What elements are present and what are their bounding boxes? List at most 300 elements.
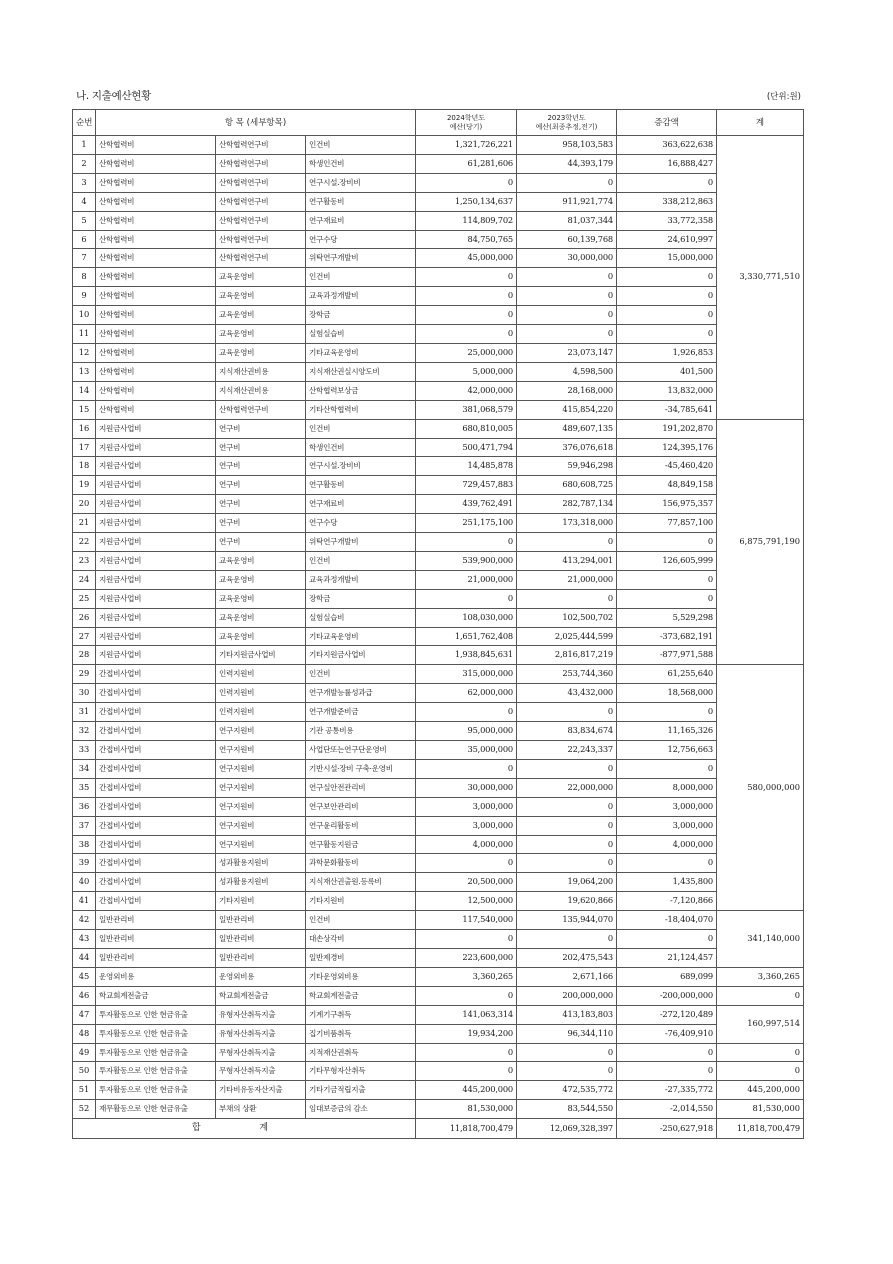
row-category: 운영외비용	[96, 967, 216, 986]
group-total: 6,875,791,190	[717, 419, 804, 665]
row-detail: 위탁연구개발비	[306, 533, 416, 552]
row-diff: -877,971,588	[617, 646, 717, 665]
row-category: 일반관리비	[96, 930, 216, 949]
row-category: 산학협력비	[96, 325, 216, 344]
row-no: 28	[73, 646, 96, 665]
row-diff: -373,682,191	[617, 627, 717, 646]
row-category: 지원금사업비	[96, 419, 216, 438]
row-2024-budget: 0	[416, 533, 517, 552]
table-row	[73, 211, 804, 230]
expenditure-budget-table	[72, 109, 804, 1139]
row-diff: -76,409,910	[617, 1024, 717, 1043]
row-subcategory: 무형자산취득지출	[216, 1043, 306, 1062]
row-no: 15	[73, 400, 96, 419]
row-2023-budget: 376,076,618	[517, 438, 617, 457]
row-detail: 장학금	[306, 589, 416, 608]
row-category: 지원금사업비	[96, 457, 216, 476]
row-category: 산학협력비	[96, 362, 216, 381]
row-subcategory: 연구지원비	[216, 835, 306, 854]
row-subcategory: 운영외비용	[216, 967, 306, 986]
row-category: 간접비사업비	[96, 797, 216, 816]
row-2023-budget: 28,168,000	[517, 381, 617, 400]
row-no: 47	[73, 1005, 96, 1024]
row-no: 5	[73, 211, 96, 230]
row-category: 학교회계전출금	[96, 986, 216, 1005]
row-no: 37	[73, 816, 96, 835]
row-diff: -27,335,772	[617, 1081, 717, 1100]
row-2024-budget: 12,500,000	[416, 892, 517, 911]
row-2023-budget: 253,744,360	[517, 665, 617, 684]
row-2024-budget: 141,063,314	[416, 1005, 517, 1024]
row-subcategory: 인력지원비	[216, 665, 306, 684]
row-subcategory: 연구비	[216, 476, 306, 495]
row-2024-budget: 108,030,000	[416, 608, 517, 627]
table-row	[73, 1005, 804, 1024]
table-row	[73, 419, 804, 438]
row-diff: 24,610,997	[617, 230, 717, 249]
row-2024-budget: 25,000,000	[416, 343, 517, 362]
row-detail: 연구활동비	[306, 192, 416, 211]
row-subcategory: 교육운영비	[216, 627, 306, 646]
row-detail: 지식재산권출원.등록비	[306, 873, 416, 892]
row-diff: 0	[617, 306, 717, 325]
row-2023-budget: 19,064,200	[517, 873, 617, 892]
table-row	[73, 1043, 804, 1062]
row-detail: 연구수당	[306, 230, 416, 249]
row-diff: -2,014,550	[617, 1100, 717, 1119]
group-total: 580,000,000	[717, 665, 804, 911]
row-2024-budget: 4,000,000	[416, 835, 517, 854]
table-row	[73, 343, 804, 362]
row-category: 투자활동으로 인한 현금유출	[96, 1005, 216, 1024]
row-category: 지원금사업비	[96, 476, 216, 495]
row-detail: 연구시설.장비비	[306, 173, 416, 192]
row-detail: 연구재료비	[306, 211, 416, 230]
row-2023-budget: 23,073,147	[517, 343, 617, 362]
row-2024-budget: 19,934,200	[416, 1024, 517, 1043]
row-2024-budget: 1,938,845,631	[416, 646, 517, 665]
table-row	[73, 759, 804, 778]
row-2024-budget: 3,000,000	[416, 797, 517, 816]
row-2023-budget: 0	[517, 797, 617, 816]
row-category: 지원금사업비	[96, 570, 216, 589]
row-2023-budget: 0	[517, 325, 617, 344]
row-detail: 대손상각비	[306, 930, 416, 949]
header-diff: 증감액	[617, 110, 717, 136]
row-subcategory: 인력지원비	[216, 684, 306, 703]
group-total: 0	[717, 1062, 804, 1081]
row-diff: 0	[617, 268, 717, 287]
row-diff: 21,124,457	[617, 948, 717, 967]
table-row	[73, 495, 804, 514]
row-subcategory: 산학협력연구비	[216, 249, 306, 268]
row-detail: 교육과정개발비	[306, 570, 416, 589]
table-row	[73, 703, 804, 722]
row-2023-budget: 0	[517, 1043, 617, 1062]
row-subcategory: 연구지원비	[216, 722, 306, 741]
table-row	[73, 741, 804, 760]
row-category: 산학협력비	[96, 192, 216, 211]
row-category: 투자활동으로 인한 현금유출	[96, 1062, 216, 1081]
row-2024-budget: 1,651,762,408	[416, 627, 517, 646]
row-detail: 기반시설·장비 구축·운영비	[306, 759, 416, 778]
row-no: 31	[73, 703, 96, 722]
row-subcategory: 일반관리비	[216, 930, 306, 949]
row-detail: 기계기구취득	[306, 1005, 416, 1024]
row-diff: 1,435,800	[617, 873, 717, 892]
row-subcategory: 산학협력연구비	[216, 173, 306, 192]
row-subcategory: 지식재산권비용	[216, 381, 306, 400]
row-category: 간접비사업비	[96, 854, 216, 873]
table-row	[73, 533, 804, 552]
row-diff: -200,000,000	[617, 986, 717, 1005]
row-subcategory: 유형자산취득지출	[216, 1005, 306, 1024]
row-no: 6	[73, 230, 96, 249]
row-subcategory: 연구비	[216, 419, 306, 438]
row-subcategory: 인력지원비	[216, 703, 306, 722]
row-subcategory: 교육운영비	[216, 287, 306, 306]
row-category: 산학협력비	[96, 381, 216, 400]
table-row	[73, 1100, 804, 1119]
row-no: 16	[73, 419, 96, 438]
row-category: 투자활동으로 인한 현금유출	[96, 1043, 216, 1062]
sum-diff: -250,627,918	[617, 1119, 717, 1139]
row-2023-budget: 413,183,803	[517, 1005, 617, 1024]
row-diff: 18,568,000	[617, 684, 717, 703]
table-row	[73, 400, 804, 419]
row-detail: 인건비	[306, 268, 416, 287]
row-diff: -45,460,420	[617, 457, 717, 476]
row-category: 투자활동으로 인한 현금유출	[96, 1024, 216, 1043]
row-no: 44	[73, 948, 96, 967]
row-subcategory: 연구비	[216, 514, 306, 533]
row-detail: 교육과정개발비	[306, 287, 416, 306]
row-2023-budget: 81,037,344	[517, 211, 617, 230]
row-category: 간접비사업비	[96, 759, 216, 778]
table-row	[73, 1024, 804, 1043]
row-no: 34	[73, 759, 96, 778]
row-diff: 0	[617, 1062, 717, 1081]
row-2023-budget: 0	[517, 173, 617, 192]
row-subcategory: 연구비	[216, 457, 306, 476]
row-2024-budget: 0	[416, 1062, 517, 1081]
row-subcategory: 연구비	[216, 495, 306, 514]
row-2024-budget: 0	[416, 173, 517, 192]
table-row	[73, 476, 804, 495]
sum-2024: 11,818,700,479	[416, 1119, 517, 1139]
row-2023-budget: 2,025,444,599	[517, 627, 617, 646]
row-2023-budget: 0	[517, 306, 617, 325]
row-detail: 기타기금적립지출	[306, 1081, 416, 1100]
row-category: 간접비사업비	[96, 816, 216, 835]
row-no: 32	[73, 722, 96, 741]
table-row	[73, 892, 804, 911]
row-detail: 학교회계전출금	[306, 986, 416, 1005]
row-category: 일반관리비	[96, 948, 216, 967]
row-2023-budget: 22,000,000	[517, 778, 617, 797]
row-no: 7	[73, 249, 96, 268]
table-row	[73, 249, 804, 268]
group-total: 0	[717, 986, 804, 1005]
row-category: 산학협력비	[96, 211, 216, 230]
row-detail: 지식재산권실시양도비	[306, 362, 416, 381]
row-subcategory: 학교회계전출금	[216, 986, 306, 1005]
row-detail: 연구활동지원금	[306, 835, 416, 854]
row-category: 간접비사업비	[96, 778, 216, 797]
row-2024-budget: 729,457,883	[416, 476, 517, 495]
header-row	[73, 110, 804, 136]
row-diff: 3,000,000	[617, 797, 717, 816]
row-2024-budget: 0	[416, 986, 517, 1005]
header-2023: 2023학년도 예산(최종추정,전기)	[517, 110, 617, 136]
row-subcategory: 연구지원비	[216, 816, 306, 835]
row-2023-budget: 0	[517, 854, 617, 873]
row-category: 간접비사업비	[96, 722, 216, 741]
row-2023-budget: 2,671,166	[517, 967, 617, 986]
row-2024-budget: 0	[416, 703, 517, 722]
row-2023-budget: 282,787,134	[517, 495, 617, 514]
row-2024-budget: 84,750,765	[416, 230, 517, 249]
row-category: 지원금사업비	[96, 514, 216, 533]
row-2024-budget: 0	[416, 854, 517, 873]
table-row	[73, 778, 804, 797]
row-subcategory: 연구지원비	[216, 759, 306, 778]
row-diff: 16,888,427	[617, 154, 717, 173]
row-category: 간접비사업비	[96, 741, 216, 760]
row-2023-budget: 173,318,000	[517, 514, 617, 533]
row-detail: 연구실안전관리비	[306, 778, 416, 797]
row-category: 지원금사업비	[96, 627, 216, 646]
row-diff: 0	[617, 930, 717, 949]
table-row	[73, 570, 804, 589]
row-2023-budget: 21,000,000	[517, 570, 617, 589]
row-no: 51	[73, 1081, 96, 1100]
row-2023-budget: 0	[517, 816, 617, 835]
row-2024-budget: 1,250,134,637	[416, 192, 517, 211]
row-subcategory: 성과활용지원비	[216, 873, 306, 892]
table-row	[73, 457, 804, 476]
group-total: 341,140,000	[717, 911, 804, 968]
row-subcategory: 일반관리비	[216, 948, 306, 967]
row-detail: 연구수당	[306, 514, 416, 533]
row-2024-budget: 381,068,579	[416, 400, 517, 419]
row-subcategory: 교육운영비	[216, 268, 306, 287]
row-2023-budget: 0	[517, 287, 617, 306]
table-row	[73, 306, 804, 325]
row-detail: 기타무형자산취득	[306, 1062, 416, 1081]
table-row	[73, 230, 804, 249]
row-2023-budget: 4,598,500	[517, 362, 617, 381]
header-2024: 2024학년도 예산(당기)	[416, 110, 517, 136]
row-subcategory: 산학협력연구비	[216, 136, 306, 155]
row-2023-budget: 135,944,070	[517, 911, 617, 930]
row-2024-budget: 439,762,491	[416, 495, 517, 514]
row-2024-budget: 35,000,000	[416, 741, 517, 760]
table-row	[73, 268, 804, 287]
row-2023-budget: 911,921,774	[517, 192, 617, 211]
row-diff: 0	[617, 589, 717, 608]
header-item: 항 목 (세부항목)	[96, 110, 416, 136]
row-2023-budget: 472,535,772	[517, 1081, 617, 1100]
row-2023-budget: 0	[517, 589, 617, 608]
row-diff: 0	[617, 173, 717, 192]
group-total: 0	[717, 1043, 804, 1062]
row-no: 9	[73, 287, 96, 306]
row-no: 26	[73, 608, 96, 627]
row-diff: 48,849,158	[617, 476, 717, 495]
row-2023-budget: 44,393,179	[517, 154, 617, 173]
row-subcategory: 산학협력연구비	[216, 230, 306, 249]
row-subcategory: 부채의 상환	[216, 1100, 306, 1119]
row-diff: 8,000,000	[617, 778, 717, 797]
sum-2023: 12,069,328,397	[517, 1119, 617, 1139]
row-category: 산학협력비	[96, 400, 216, 419]
row-2023-budget: 0	[517, 759, 617, 778]
row-2023-budget: 83,544,550	[517, 1100, 617, 1119]
row-category: 산학협력비	[96, 268, 216, 287]
row-category: 지원금사업비	[96, 495, 216, 514]
row-no: 48	[73, 1024, 96, 1043]
row-detail: 기타운영외비용	[306, 967, 416, 986]
table-row	[73, 173, 804, 192]
row-diff: 0	[617, 287, 717, 306]
row-no: 35	[73, 778, 96, 797]
row-2024-budget: 30,000,000	[416, 778, 517, 797]
row-category: 산학협력비	[96, 287, 216, 306]
row-subcategory: 연구지원비	[216, 741, 306, 760]
row-no: 17	[73, 438, 96, 457]
row-category: 지원금사업비	[96, 551, 216, 570]
row-2024-budget: 539,900,000	[416, 551, 517, 570]
row-2023-budget: 413,294,001	[517, 551, 617, 570]
row-category: 산학협력비	[96, 343, 216, 362]
row-subcategory: 교육운영비	[216, 306, 306, 325]
table-row	[73, 986, 804, 1005]
row-2023-budget: 200,000,000	[517, 986, 617, 1005]
row-detail: 과학문화활동비	[306, 854, 416, 873]
row-2024-budget: 0	[416, 287, 517, 306]
row-diff: 11,165,326	[617, 722, 717, 741]
row-diff: 191,202,870	[617, 419, 717, 438]
row-2023-budget: 22,243,337	[517, 741, 617, 760]
row-category: 산학협력비	[96, 173, 216, 192]
row-2024-budget: 445,200,000	[416, 1081, 517, 1100]
row-diff: 338,212,863	[617, 192, 717, 211]
row-no: 1	[73, 136, 96, 155]
row-subcategory: 일반관리비	[216, 911, 306, 930]
row-diff: 1,926,853	[617, 343, 717, 362]
row-2024-budget: 0	[416, 589, 517, 608]
table-row	[73, 646, 804, 665]
row-2024-budget: 114,809,702	[416, 211, 517, 230]
row-diff: 15,000,000	[617, 249, 717, 268]
row-no: 24	[73, 570, 96, 589]
row-subcategory: 기타지원비	[216, 892, 306, 911]
row-diff: 156,975,357	[617, 495, 717, 514]
row-2024-budget: 21,000,000	[416, 570, 517, 589]
table-row	[73, 930, 804, 949]
row-diff: 124,395,176	[617, 438, 717, 457]
row-category: 지원금사업비	[96, 589, 216, 608]
row-no: 12	[73, 343, 96, 362]
row-diff: 0	[617, 703, 717, 722]
table-row	[73, 325, 804, 344]
row-2024-budget: 223,600,000	[416, 948, 517, 967]
row-category: 산학협력비	[96, 154, 216, 173]
row-no: 45	[73, 967, 96, 986]
row-diff: 12,756,663	[617, 741, 717, 760]
row-2023-budget: 60,139,768	[517, 230, 617, 249]
row-subcategory: 연구비	[216, 438, 306, 457]
row-category: 간접비사업비	[96, 684, 216, 703]
row-2023-budget: 0	[517, 268, 617, 287]
row-subcategory: 기타비유동자산지출	[216, 1081, 306, 1100]
row-detail: 장학금	[306, 306, 416, 325]
row-2024-budget: 680,810,005	[416, 419, 517, 438]
table-row	[73, 381, 804, 400]
row-detail: 기타교육운영비	[306, 343, 416, 362]
row-diff: 0	[617, 1043, 717, 1062]
table-row	[73, 287, 804, 306]
row-detail: 일반제경비	[306, 948, 416, 967]
row-diff: 363,622,638	[617, 136, 717, 155]
row-no: 20	[73, 495, 96, 514]
row-subcategory: 무형자산취득지출	[216, 1062, 306, 1081]
row-2024-budget: 0	[416, 930, 517, 949]
row-diff: 77,857,100	[617, 514, 717, 533]
row-no: 18	[73, 457, 96, 476]
row-subcategory: 산학협력연구비	[216, 211, 306, 230]
row-category: 지원금사업비	[96, 608, 216, 627]
row-detail: 임대보증금의 감소	[306, 1100, 416, 1119]
row-2023-budget: 0	[517, 835, 617, 854]
row-2024-budget: 45,000,000	[416, 249, 517, 268]
row-2024-budget: 0	[416, 268, 517, 287]
row-no: 42	[73, 911, 96, 930]
row-2023-budget: 202,475,543	[517, 948, 617, 967]
row-diff: 0	[617, 325, 717, 344]
row-diff: 13,832,000	[617, 381, 717, 400]
row-2024-budget: 251,175,100	[416, 514, 517, 533]
sum-row	[73, 1119, 804, 1139]
table-row	[73, 1062, 804, 1081]
row-no: 50	[73, 1062, 96, 1081]
row-category: 산학협력비	[96, 136, 216, 155]
row-2024-budget: 500,471,794	[416, 438, 517, 457]
row-detail: 실험실습비	[306, 608, 416, 627]
row-2024-budget: 0	[416, 306, 517, 325]
row-no: 2	[73, 154, 96, 173]
row-diff: -34,785,641	[617, 400, 717, 419]
table-row	[73, 797, 804, 816]
row-diff: 0	[617, 854, 717, 873]
row-detail: 인건비	[306, 911, 416, 930]
sum-total: 11,818,700,479	[717, 1119, 804, 1139]
row-detail: 위탁연구개발비	[306, 249, 416, 268]
row-detail: 연구윤리활동비	[306, 816, 416, 835]
row-subcategory: 연구지원비	[216, 797, 306, 816]
row-diff: 61,255,640	[617, 665, 717, 684]
row-2024-budget: 3,000,000	[416, 816, 517, 835]
table-row	[73, 627, 804, 646]
row-2024-budget: 0	[416, 1043, 517, 1062]
row-2024-budget: 20,500,000	[416, 873, 517, 892]
table-row	[73, 608, 804, 627]
row-diff: -7,120,866	[617, 892, 717, 911]
row-diff: 4,000,000	[617, 835, 717, 854]
row-subcategory: 기타지원금사업비	[216, 646, 306, 665]
table-row	[73, 136, 804, 155]
